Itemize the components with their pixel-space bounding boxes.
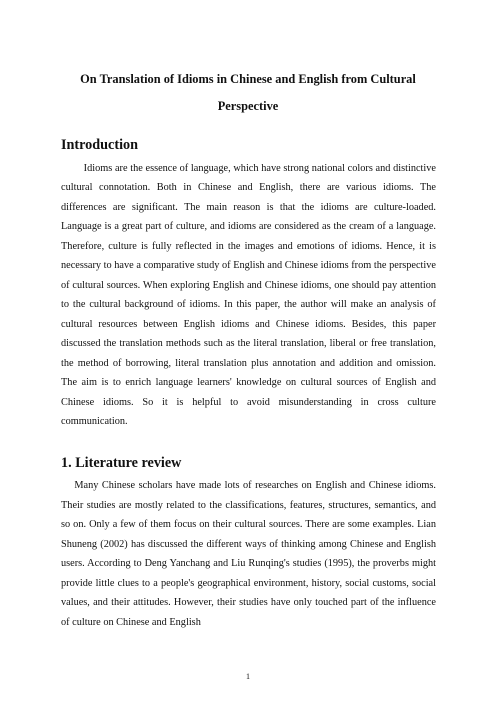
literature-review-paragraph: Many Chinese scholars have made lots of researches on English and Chinese idioms. Their studies are mostly related to the classifications, features, structures, semantics, and so on. Only a few of them focus on their cultural sources. There are some examples. Lian Shuneng (2002) has discussed the different ways of thinking among Chinese and English users. According to Deng Yanchang and Liu Runqing's studies (1995), the proverbs might provide little clues to a people's geographical environment, history, social customs, social values, and their attitudes. However, their studies have only touched part of the influence of culture on Chinese and English — [61, 480, 436, 628]
section-heading-introduction: Introduction — [61, 137, 138, 153]
page-title: On Translation of Idioms in Chinese and English from Cultural Perspective — [80, 72, 416, 113]
page-number: 1 — [246, 672, 250, 681]
section-heading-literature-review: 1. Literature review — [61, 455, 182, 471]
introduction-paragraph: Idioms are the essence of language, which have strong national colors and distinctive cultural connotation. Both in Chinese and English, there are various idioms. The differences are significant. The main reason is that the idioms are culture-loaded. Language is a great part of culture, and idioms are considered as the cream of a language. Therefore, culture is fully reflected in the images and emotions of idioms. Hence, it is necessary to have a comparative study of English and Chinese idioms from the perspective of cultural sources. When exploring English and Chinese idioms, one should pay attention to the cultural background of idioms. In this paper, the author will make an analysis of cultural resources between English idioms and Chinese idioms. Besides, this paper discussed the translation methods such as the literal translation, liberal or free translation, the method of borrowing, literal translation plus annotation and addition and omission. The aim is to enrich language learners' knowledge on cultural sources of English and Chinese idioms. So it is helpful to avoid misunderstanding in cross culture communication. — [61, 162, 436, 427]
